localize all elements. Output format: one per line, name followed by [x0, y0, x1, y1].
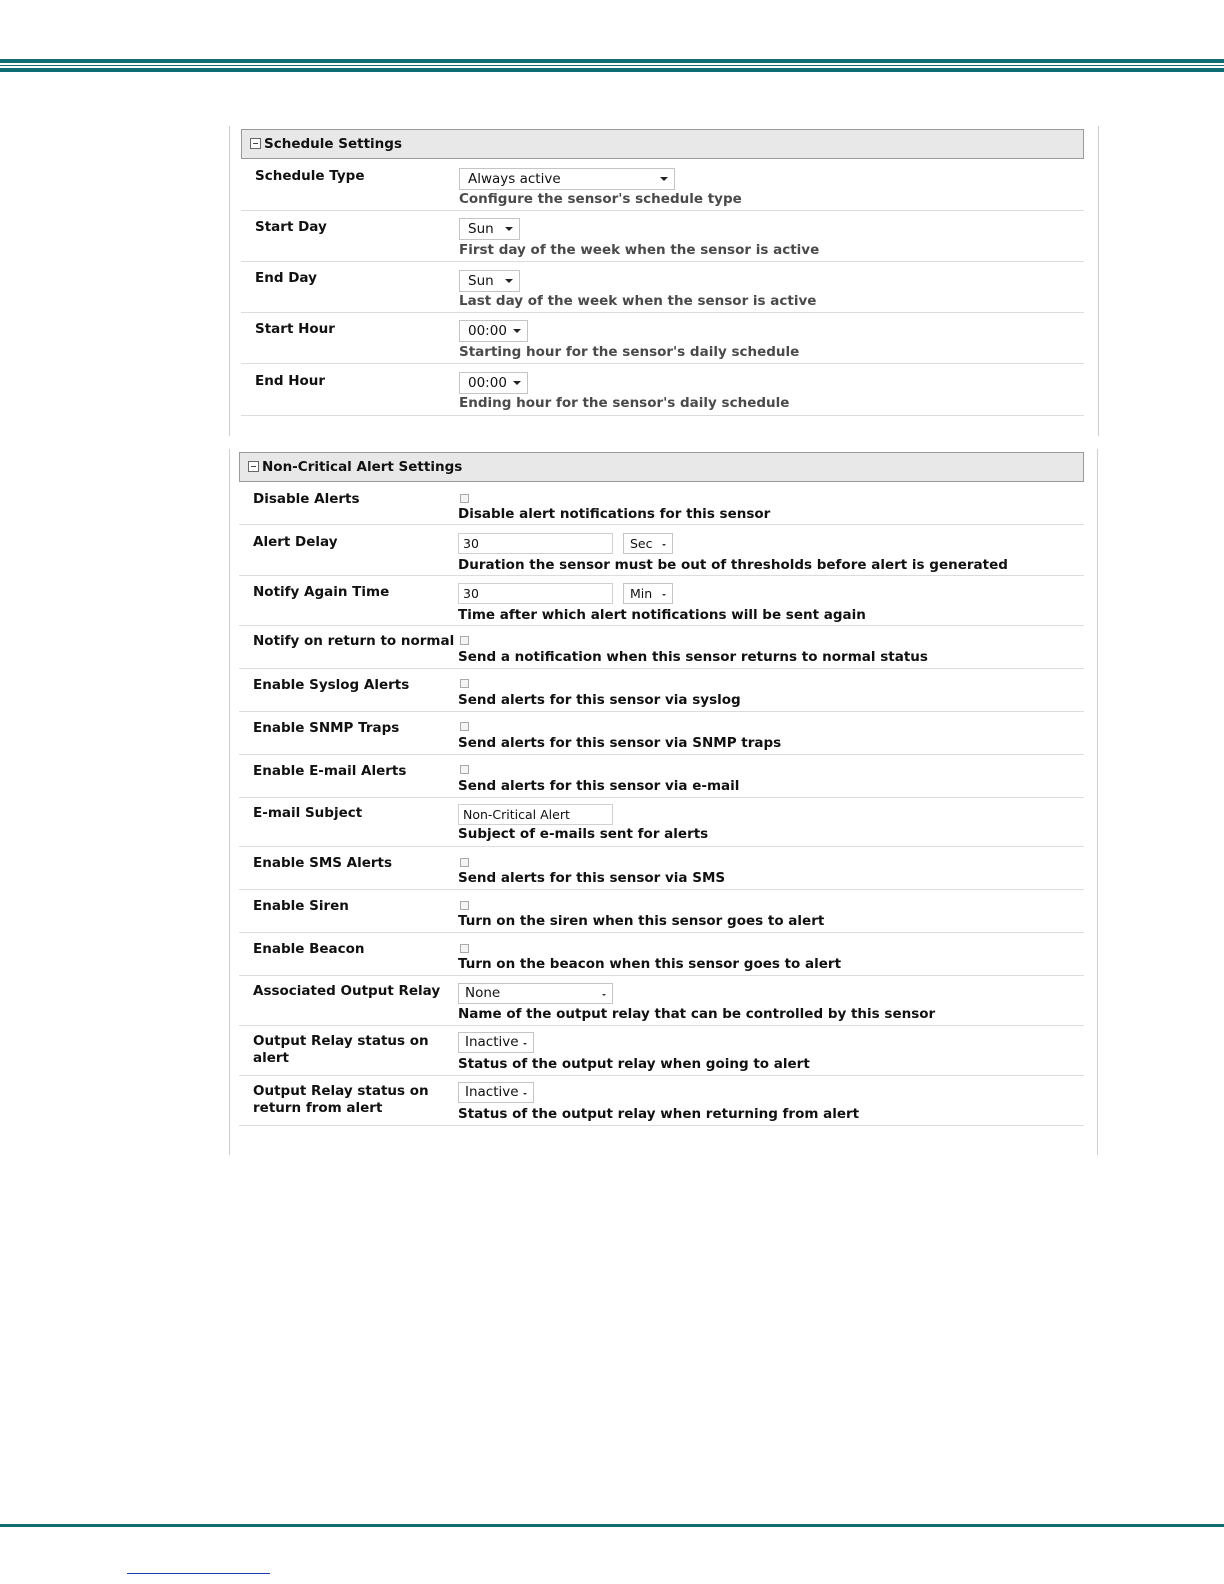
chevron-down-icon: [513, 329, 521, 333]
row-end-day: [241, 261, 1084, 313]
disable-alerts-desc: Disable alert notifications for this sensor: [458, 506, 771, 522]
schedule-settings-header[interactable]: [241, 129, 1084, 159]
notify-again-label: Notify Again Time: [253, 584, 390, 600]
header-rule-line: [0, 68, 1224, 72]
notify-again-value: 30: [463, 586, 479, 601]
alert-delay-input[interactable]: [458, 533, 613, 554]
email-subject-input[interactable]: [458, 804, 613, 825]
chevron-down-icon: [513, 381, 521, 385]
end-hour-select[interactable]: [459, 372, 528, 394]
disable-alerts-label: Disable Alerts: [253, 491, 360, 507]
relay-return-desc: Status of the output relay when returning from alert: [458, 1106, 860, 1122]
alert-delay-desc: Duration the sensor must be out of thresholds before alert is generated: [458, 557, 1008, 573]
end-day-label: End Day: [255, 270, 317, 286]
snmp-checkbox[interactable]: [460, 722, 469, 731]
row-schedule-type: [241, 159, 1084, 211]
row-enable-beacon: [239, 932, 1084, 976]
notify-normal-label: Notify on return to normal: [253, 633, 455, 649]
row-start-hour: [241, 312, 1084, 364]
header-rule: [0, 59, 1224, 73]
syslog-checkbox[interactable]: [460, 679, 469, 688]
email-desc: Send alerts for this sensor via e-mail: [458, 778, 740, 794]
notify-again-unit-value: Min: [630, 586, 653, 601]
alert-delay-unit-select[interactable]: [623, 533, 673, 554]
chevron-down-icon: [660, 177, 668, 181]
email-checkbox[interactable]: [460, 765, 469, 774]
sms-label: Enable SMS Alerts: [253, 855, 393, 871]
relay-alert-label: [253, 1033, 429, 1067]
end-hour-label: End Hour: [255, 373, 326, 389]
relay-alert-value: Inactive: [465, 1034, 519, 1050]
relay-alert-desc: Status of the output relay when going to alert: [458, 1056, 810, 1072]
collapse-icon[interactable]: [248, 461, 259, 472]
siren-checkbox[interactable]: [460, 901, 469, 910]
notify-again-desc: Time after which alert notifications will be sent again: [458, 607, 866, 623]
sms-checkbox[interactable]: [460, 858, 469, 867]
end-day-value: Sun: [468, 273, 494, 289]
end-hour-desc: Ending hour for the sensor's daily schedule: [459, 395, 790, 411]
relay-return-label: [253, 1083, 429, 1117]
end-hour-value: 00:00: [468, 375, 507, 391]
notify-normal-desc: Send a notification when this sensor returns to normal status: [458, 649, 928, 665]
row-end-hour: [241, 363, 1084, 416]
snmp-label: Enable SNMP Traps: [253, 720, 400, 736]
start-day-desc: First day of the week when the sensor is active: [459, 242, 820, 258]
row-notify-again-time: [239, 575, 1084, 626]
row-output-relay: [239, 975, 1084, 1026]
schedule-type-desc: Configure the sensor's schedule type: [459, 191, 742, 207]
start-hour-label: Start Hour: [255, 321, 335, 337]
relay-alert-label-line2: alert: [253, 1050, 290, 1066]
alert-delay-unit-value: Sec: [630, 536, 653, 551]
schedule-type-select[interactable]: [459, 168, 675, 190]
schedule-type-value: Always active: [468, 171, 561, 187]
chevron-down-icon: [505, 279, 513, 283]
relay-select[interactable]: [458, 983, 613, 1004]
start-hour-desc: Starting hour for the sensor's daily schedule: [459, 344, 800, 360]
header-rule-line: [0, 65, 1224, 66]
relay-return-select[interactable]: [458, 1082, 534, 1103]
relay-alert-label-line1: Output Relay status on: [253, 1033, 429, 1049]
row-enable-sms: [239, 846, 1084, 890]
chevron-down-icon: [523, 1093, 527, 1095]
schedule-type-label: Schedule Type: [255, 168, 365, 184]
email-label: Enable E-mail Alerts: [253, 763, 407, 779]
row-start-day: [241, 210, 1084, 262]
footer-rule: [0, 1524, 1224, 1527]
row-notify-return-normal: [239, 625, 1084, 669]
syslog-label: Enable Syslog Alerts: [253, 677, 410, 693]
beacon-checkbox[interactable]: [460, 944, 469, 953]
end-day-select[interactable]: [459, 270, 520, 292]
relay-return-label-line2: return from alert: [253, 1100, 383, 1116]
collapse-icon[interactable]: [250, 138, 261, 149]
chevron-down-icon: [523, 1043, 527, 1045]
start-day-select[interactable]: [459, 218, 520, 240]
notify-again-unit-select[interactable]: [623, 583, 673, 604]
row-relay-status-alert: [239, 1025, 1084, 1076]
non-critical-alert-panel: [229, 449, 1098, 1155]
start-day-value: Sun: [468, 221, 494, 237]
syslog-desc: Send alerts for this sensor via syslog: [458, 692, 741, 708]
siren-desc: Turn on the siren when this sensor goes to alert: [458, 913, 825, 929]
end-day-desc: Last day of the week when the sensor is active: [459, 293, 817, 309]
alert-delay-value: 30: [463, 536, 479, 551]
beacon-label: Enable Beacon: [253, 941, 365, 957]
start-hour-value: 00:00: [468, 323, 507, 339]
row-enable-email: [239, 754, 1084, 798]
alert-delay-label: Alert Delay: [253, 534, 338, 550]
relay-return-value: Inactive: [465, 1084, 519, 1100]
siren-label: Enable Siren: [253, 898, 349, 914]
row-email-subject: [239, 797, 1084, 847]
chevron-down-icon: [505, 227, 513, 231]
footer-link-underline[interactable]: [127, 1573, 270, 1574]
snmp-desc: Send alerts for this sensor via SNMP traps: [458, 735, 782, 751]
notify-again-input[interactable]: [458, 583, 613, 604]
header-rule-line: [0, 59, 1224, 63]
row-enable-snmp: [239, 711, 1084, 755]
email-subject-desc: Subject of e-mails sent for alerts: [458, 826, 709, 842]
row-disable-alerts: [239, 482, 1084, 525]
start-day-label: Start Day: [255, 219, 327, 235]
start-hour-select[interactable]: [459, 320, 528, 342]
row-relay-status-return: [239, 1075, 1084, 1126]
relay-return-label-line1: Output Relay status on: [253, 1083, 429, 1099]
schedule-settings-title: Schedule Settings: [264, 136, 402, 152]
row-alert-delay: [239, 524, 1084, 576]
relay-label: Associated Output Relay: [253, 983, 441, 999]
chevron-down-icon: [602, 994, 606, 996]
email-subject-label: E-mail Subject: [253, 805, 363, 821]
sms-desc: Send alerts for this sensor via SMS: [458, 870, 726, 886]
relay-desc: Name of the output relay that can be controlled by this sensor: [458, 1006, 936, 1022]
chevron-down-icon: [662, 544, 666, 546]
non-critical-alert-header[interactable]: [239, 452, 1084, 482]
relay-value: None: [465, 985, 501, 1001]
notify-normal-checkbox[interactable]: [460, 636, 469, 645]
schedule-settings-panel: [229, 126, 1099, 436]
chevron-down-icon: [662, 594, 666, 596]
beacon-desc: Turn on the beacon when this sensor goes to alert: [458, 956, 842, 972]
row-enable-syslog: [239, 668, 1084, 712]
row-enable-siren: [239, 889, 1084, 933]
email-subject-value: Non-Critical Alert: [463, 807, 570, 822]
non-critical-alert-title: Non-Critical Alert Settings: [262, 459, 463, 475]
disable-alerts-checkbox[interactable]: [460, 494, 469, 503]
relay-alert-select[interactable]: [458, 1032, 534, 1053]
